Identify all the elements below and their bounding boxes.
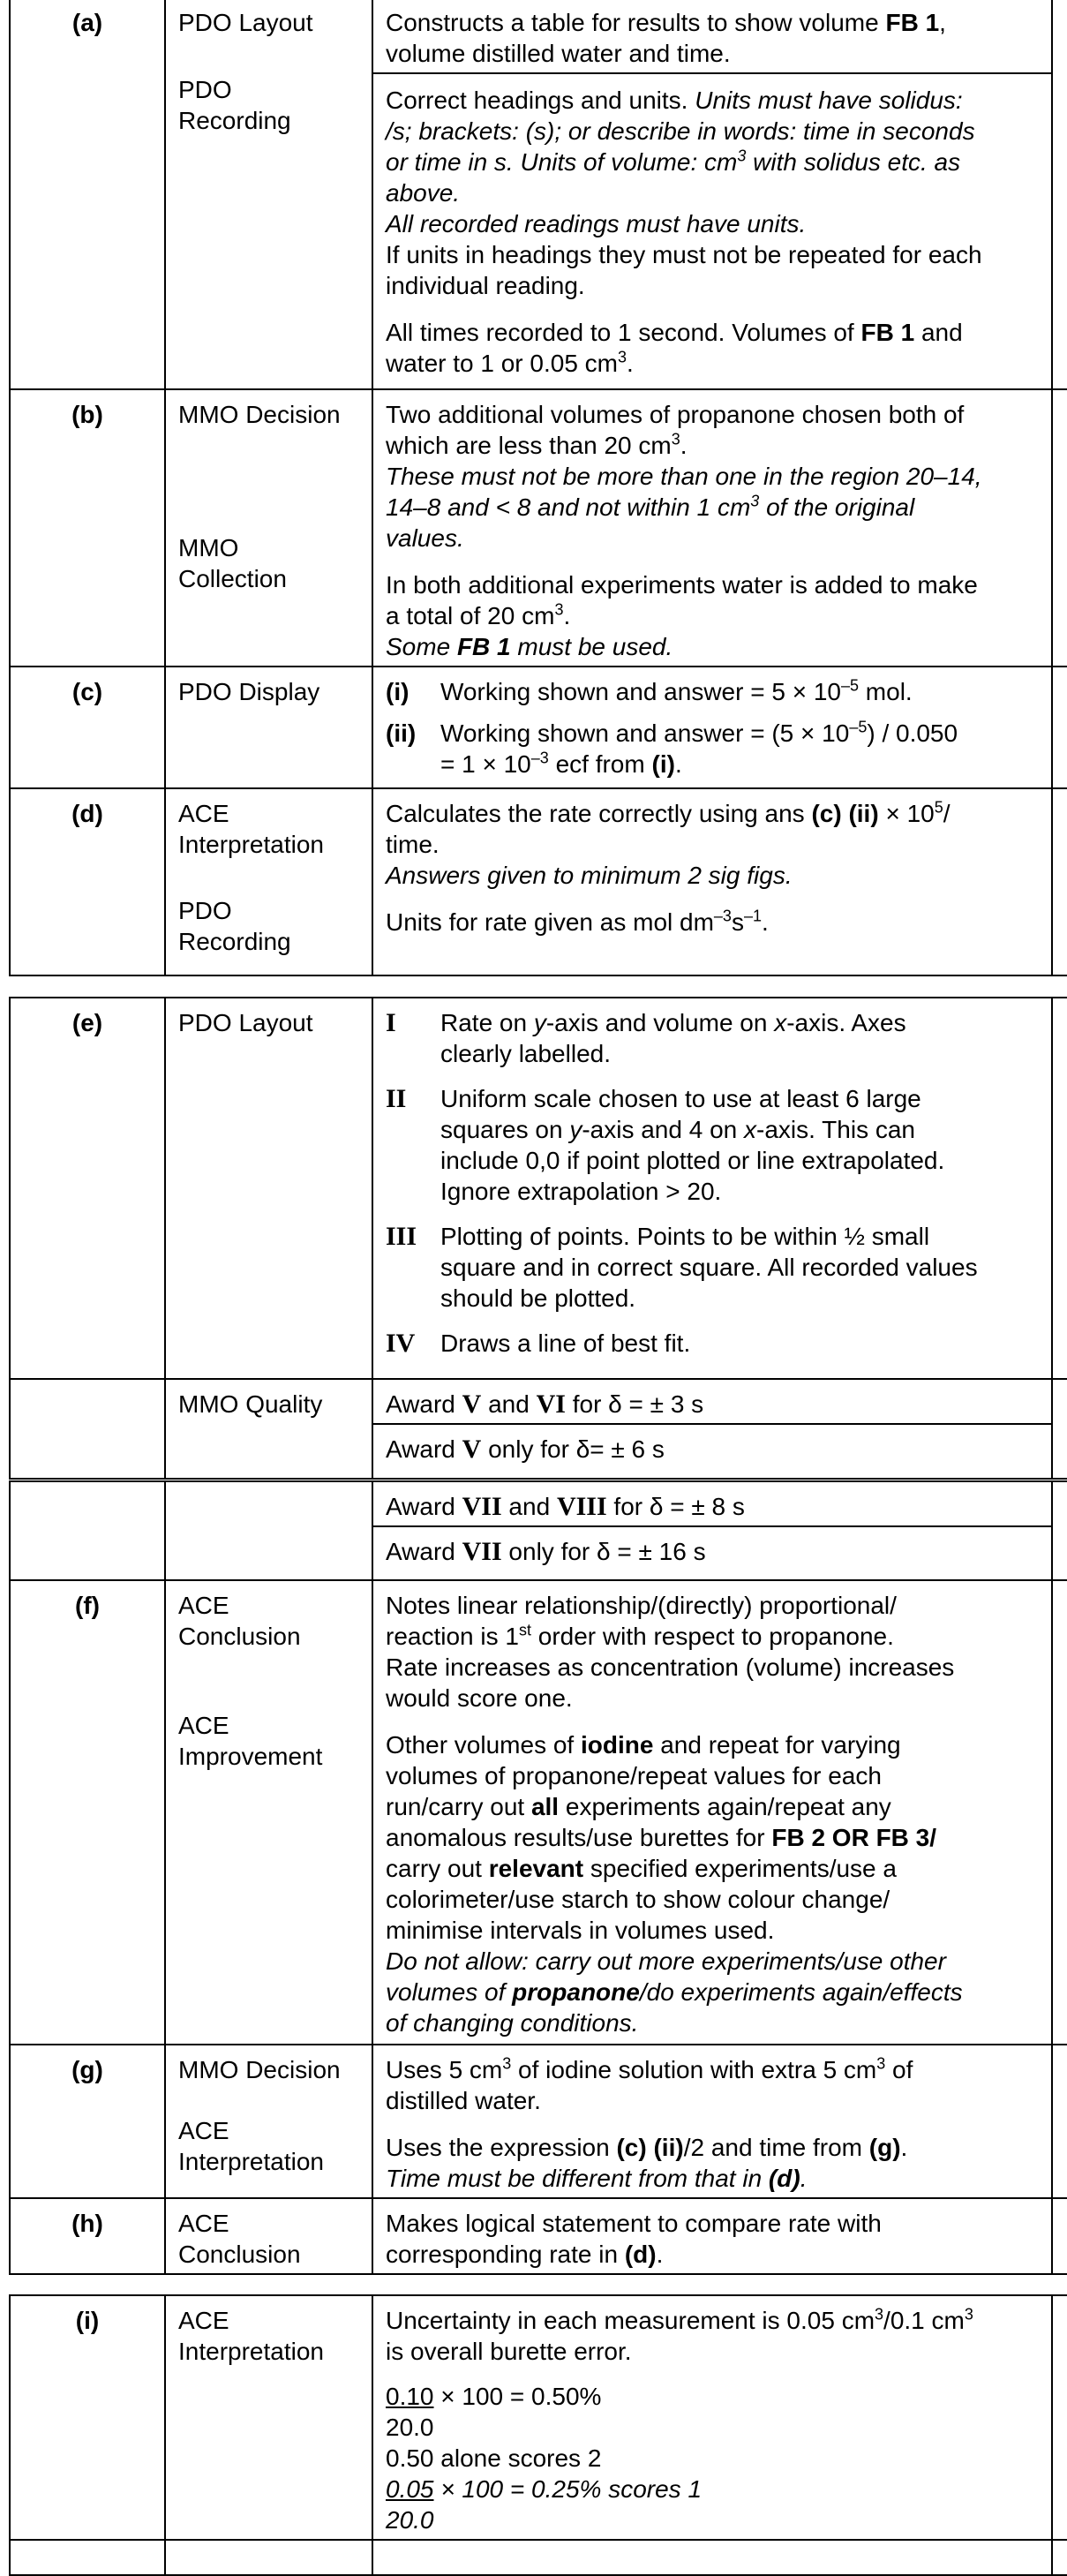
skill-label: MMO Decision [178, 401, 341, 428]
criterion-text: Working shown and answer = $(5 \times 10^{-5}) / 0.050$ = $1 \times 10^{-3}$ ecf from (i). [440, 718, 958, 778]
skill-label: Recording [178, 107, 291, 134]
sub-criterion-IV [373, 1319, 1051, 1364]
row-quality-2 [10, 1480, 1067, 1580]
criteria-cell [372, 667, 1052, 788]
skill-cell [165, 1379, 372, 1480]
criterion-text: Two additional volumes of propanone chosen both of which are less than 20 $cm^3$. These must not be more than one in the region 20–14, 14–8 and < 8 and not within 1 $cm^3$ of the original values. [386, 401, 982, 552]
criterion-text: Plotting of points. Points to be within ½ small square and in correct square. All recorded values should be plotted. [440, 1223, 978, 1312]
skill-label: ACE [178, 1592, 229, 1619]
row-d [10, 788, 1067, 975]
criterion-text: Makes logical statement to compare rate with corresponding rate in (d). [386, 2210, 882, 2268]
part-label [10, 1580, 165, 2045]
part-label-text: (h) [71, 2210, 103, 2237]
skill-cell [165, 1480, 372, 1580]
criterion-text: Units for rate given as mol $dm^{-3}s^{-1}$. [386, 907, 769, 936]
criterion-text: Constructs a table for results to show volume FB 1, volume distilled water and time. [386, 9, 946, 67]
row-f [10, 1580, 1067, 2045]
criteria-cell [372, 2540, 1052, 2575]
skill-label: ACE [178, 800, 229, 827]
skill-cell [165, 1580, 372, 2045]
marks-cell [1052, 998, 1067, 1379]
skill-label: Recording [178, 928, 291, 955]
criterion-text: 0.10 × 100 = 0.50% 20.0 0.50 alone scores 2 0.05 × 100 = 0.25% scores 1 20.0 [386, 2383, 703, 2534]
marks-cell [1052, 0, 1067, 389]
criteria-cell [372, 998, 1052, 1379]
criterion-text: Uses the expression (c) (ii)/2 and time from (g). Time must be different from that in (d). [386, 2134, 908, 2192]
criteria-cell [372, 788, 1052, 975]
row-g [10, 2045, 1067, 2198]
criterion-text: In both additional experiments water is added to make a total of 20 $cm^3$. Some FB 1 must be used. [386, 571, 978, 660]
part-label [10, 2540, 165, 2575]
part-label [10, 1480, 165, 1580]
criterion-text: Uncertainty in each measurement is 0.05 $cm^3/0.1$ $cm^3$ is overall burette error. [386, 2305, 973, 2365]
row-e [10, 998, 1067, 1379]
sub-criterion-I [373, 998, 1051, 1074]
skill-label: Conclusion [178, 1623, 301, 1650]
skill-label: ACE [178, 2307, 229, 2334]
skill-cell [165, 2198, 372, 2274]
skill-label: Interpretation [178, 2148, 324, 2175]
criterion-text: Uniform scale chosen to use at least 6 large squares on y-axis and 4 on x-axis. This can include 0,0 if point plotted or line extrapolated. Ignore extrapolation > 20. [440, 1085, 945, 1205]
part-label [10, 667, 165, 788]
sub-label: (ii) [386, 719, 417, 747]
marks-cell [1052, 2045, 1067, 2198]
marks-cell [1052, 788, 1067, 975]
criterion-text: Award V and VI for δ = ± 3 s [386, 1390, 704, 1419]
skill-cell [165, 2540, 372, 2575]
marks-cell [1052, 667, 1067, 788]
part-label-text: (g) [71, 2056, 103, 2083]
criteria-cell [372, 1580, 1052, 2045]
sub-label: IV [386, 1329, 416, 1358]
skill-label: PDO Layout [178, 9, 313, 36]
criteria-cell [372, 2295, 1052, 2540]
part-label [10, 2045, 165, 2198]
sub-label: I [386, 1008, 396, 1037]
row-a [10, 0, 1067, 389]
marks-cell [1052, 2295, 1067, 2540]
row-i [10, 2295, 1067, 2540]
mark-scheme-table-1 [9, 0, 1067, 976]
skill-label: PDO Display [178, 678, 320, 705]
marks-cell [1052, 1379, 1067, 1480]
skill-cell [165, 0, 372, 389]
marks-cell [1052, 1480, 1067, 1580]
skill-cell [165, 2295, 372, 2540]
part-label [10, 998, 165, 1379]
criteria-cell [372, 389, 1052, 667]
criteria-cell [372, 1379, 1052, 1480]
row-b [10, 389, 1067, 667]
criteria-cell [372, 0, 1052, 389]
row-next [10, 2540, 1067, 2575]
part-label [10, 389, 165, 667]
part-label-text: (e) [71, 1009, 103, 1036]
criterion-text: Other volumes of iodine and repeat for varying volumes of propanone/repeat values for each run/carry out all experiments again/repeat any anomalous results/use burettes for FB 2 OR FB 3/ carry out relevant specified experiments/use a colorimeter/use starch to show colour change/ minimise intervals in volumes used. Do not allow: carry out more experiments/use other volumes of propanone/do experiments again/effects of changing conditions. [386, 1731, 963, 2037]
skill-label: Improvement [178, 1743, 323, 1770]
criteria-cell [372, 2198, 1052, 2274]
mark-scheme-table-3 [9, 2294, 1067, 2576]
skill-label: ACE [178, 2210, 229, 2237]
skill-label: MMO Quality [178, 1390, 323, 1418]
criterion-text: Rate on y-axis and volume on x-axis. Axes clearly labelled. [440, 1009, 906, 1067]
criterion-text: Calculates the rate correctly using ans (c) $(ii) \times 10^5/$ time. Answers given to minimum 2 sig figs. [386, 798, 951, 889]
skill-label: Interpretation [178, 831, 324, 858]
row-h [10, 2198, 1067, 2274]
part-label [10, 1379, 165, 1480]
criteria-cell [372, 2045, 1052, 2198]
part-label-text: (i) [75, 2307, 100, 2334]
skill-label: Interpretation [178, 2338, 324, 2365]
skill-label: PDO [178, 897, 232, 924]
skill-cell [165, 2045, 372, 2198]
criterion-text: Working shown and answer = $5 \times 10^{-5}$ mol. [440, 676, 913, 705]
sub-criterion-III [373, 1212, 1051, 1319]
criterion-text: Uses 5 $cm^3$ of iodine solution with extra 5 $cm^3$ of distilled water. [386, 2054, 913, 2114]
criterion-text: All times recorded to 1 second. Volumes of FB 1 and water to 1 or 0.05 $cm^3$. [386, 319, 963, 377]
part-label [10, 2295, 165, 2540]
marks-cell [1052, 1580, 1067, 2045]
marks-cell [1052, 2198, 1067, 2274]
skill-cell [165, 667, 372, 788]
skill-label: MMO [178, 534, 239, 561]
skill-label: MMO Decision [178, 2056, 341, 2083]
part-label-text: (a) [71, 9, 103, 36]
skill-label: ACE [178, 1712, 229, 1739]
criterion-text: Notes linear relationship/(directly) proportional/ reaction is 1st order with respect to propanone. Rate increases as concentration (volume) increases would score one. [386, 1592, 955, 1712]
skill-cell [165, 389, 372, 667]
part-label [10, 0, 165, 389]
marks-cell [1052, 389, 1067, 667]
part-label-text: (f) [75, 1592, 100, 1619]
sub-label: III [386, 1222, 417, 1251]
sub-criterion-i [373, 667, 1051, 712]
skill-label: PDO Layout [178, 1009, 313, 1036]
row-c [10, 667, 1067, 788]
skill-label: PDO [178, 76, 232, 103]
criterion-text: Award V only for δ= ± 6 s [373, 1423, 1051, 1468]
part-label-text: (c) [71, 678, 103, 705]
marks-cell [1052, 2540, 1067, 2575]
sub-criterion-ii [373, 712, 1051, 785]
mark-scheme-table-2 [9, 997, 1067, 2275]
row-quality-1 [10, 1379, 1067, 1480]
criterion-text: Draws a line of best fit. [440, 1329, 691, 1357]
sub-label: II [386, 1084, 407, 1113]
sub-criterion-II [373, 1074, 1051, 1212]
skill-cell [165, 998, 372, 1379]
criteria-cell [372, 1480, 1052, 1580]
part-label-text: (d) [71, 800, 103, 827]
skill-cell [165, 788, 372, 975]
criterion-text: Award VII and VIII for δ = ± 8 s [386, 1491, 745, 1521]
skill-label: Collection [178, 565, 287, 592]
part-label [10, 788, 165, 975]
part-label [10, 2198, 165, 2274]
skill-label: ACE [178, 2117, 229, 2144]
part-label-text: (b) [71, 401, 103, 428]
skill-label: Conclusion [178, 2241, 301, 2268]
criterion-text: Correct headings and units. Units must have solidus: /s; brackets: (s); or describe in words: time in seconds or time in s. Units of volume: $cm^3$ with solidus etc. as above. All recorded readings must have units. If units in headings they must not be repeated for each individual reading. [373, 72, 1051, 305]
criterion-text: Award VII only for δ = ± 16 s [373, 1525, 1051, 1570]
sub-label: (i) [386, 678, 410, 705]
